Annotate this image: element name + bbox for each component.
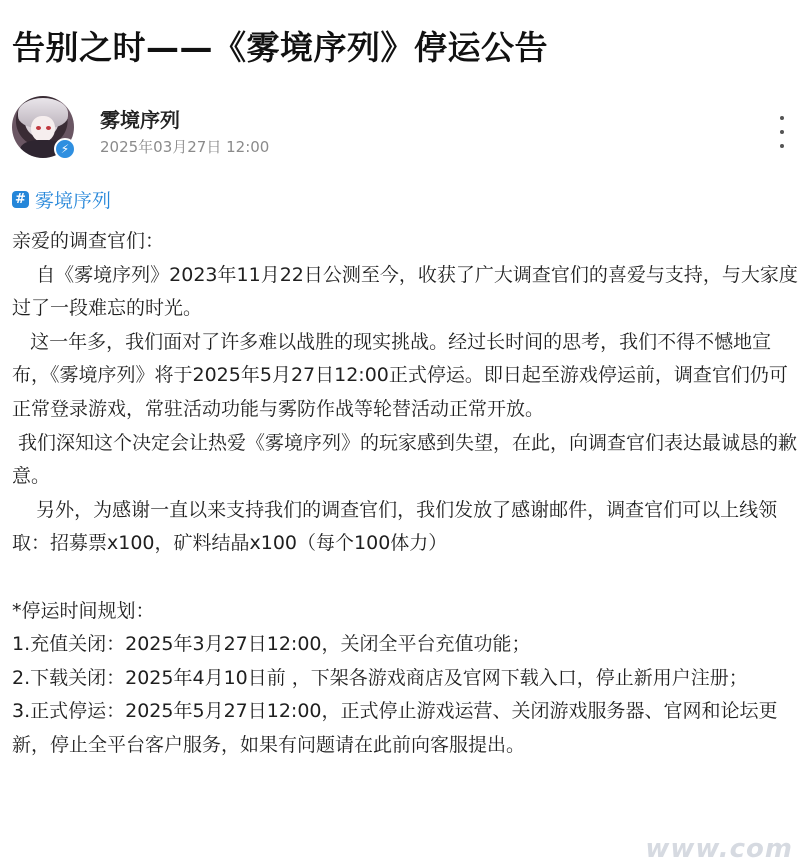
paragraph-blank — [12, 561, 802, 595]
more-dot — [780, 116, 784, 120]
verified-badge-icon: ⚡ — [54, 138, 76, 160]
hashtag-icon: # — [12, 191, 29, 208]
avatar-face — [31, 116, 55, 142]
schedule-item-shutdown: 3.正式停运：2025年5月27日12:00，正式停止游戏运营、关闭游戏服务器、官网和论坛更新，停止全平台客户服务，如果有问题请在此前向客服提出。 — [12, 700, 778, 756]
avatar-eye — [46, 126, 51, 130]
paragraph-intro: 自《雾境序列》2023年11月22日公测至今，收获了广大调查官们的喜爱与支持，与大家度过了一段难忘的时光。 — [12, 263, 798, 320]
post-title: 告别之时——《雾境序列》停运公告 — [12, 28, 548, 67]
paragraph-greeting: 亲爱的调查官们： — [12, 230, 165, 252]
more-dot — [780, 144, 784, 148]
paragraph-announcement: 这一年多，我们面对了许多难以战胜的现实挑战。经过长时间的思考，我们不得不憾地宣布，《雾境序列》将于2025年5月27日12:00正式停运。即日起至游戏停运前，调查官们仍可正常登录游戏，常驻活动功能与雾防作战等轮替活动正常开放。 — [12, 330, 788, 420]
watermark: www.com — [645, 834, 793, 864]
schedule-heading: *停运时间规划： — [12, 599, 155, 622]
post-content — [12, 225, 802, 763]
topic-tag[interactable] — [12, 186, 111, 213]
more-vertical-icon[interactable] — [775, 116, 789, 148]
avatar-eye — [36, 126, 41, 130]
schedule-item-download: 2.下载关闭：2025年4月10日前 ，下架各游戏商店及官网下载入口，停止新用户注册； — [12, 666, 748, 689]
post-time: 2025年03月27日 12:00 — [100, 138, 270, 156]
topic-label: 雾境序列 — [35, 190, 112, 212]
paragraph-compensation: 另外，为感谢一直以来支持我们的调查官们，我们发放了感谢邮件，调查官们可以上线领取：招募票x100，矿料结晶x100（每个100体力） — [12, 498, 778, 555]
author-name[interactable]: 雾境序列 — [100, 108, 180, 132]
author-row — [12, 96, 795, 166]
more-dot — [780, 130, 784, 134]
schedule-item-recharge: 1.充值关闭：2025年3月27日12:00，关闭全平台充值功能； — [12, 633, 531, 656]
paragraph-apology: 我们深知这个决定会让热爱《雾境序列》的玩家感到失望，在此，向调查官们表达最诚恳的歉意。 — [12, 431, 798, 488]
